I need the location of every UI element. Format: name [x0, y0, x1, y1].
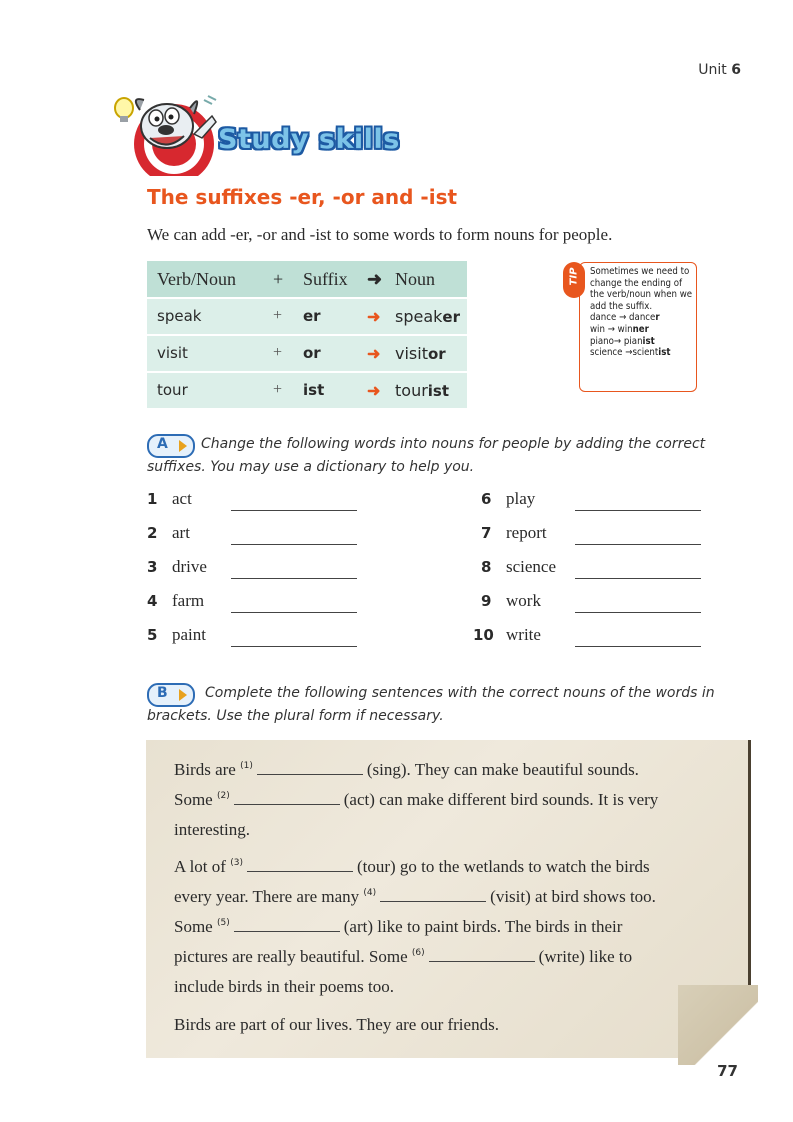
item-number: 2 — [147, 524, 158, 542]
answer-blank[interactable] — [231, 612, 357, 613]
exercise-a-instruction-line2: suffixes. You may use a dictionary to help you. — [147, 459, 475, 475]
tip-label: TIP — [568, 267, 580, 286]
item-number: 4 — [147, 592, 158, 610]
item-number: 6 — [481, 490, 492, 508]
unit-number: 6 — [731, 62, 741, 78]
dog-mascot-icon — [112, 86, 224, 176]
table-cell-plus: + — [273, 381, 283, 398]
item-word: farm — [172, 591, 205, 610]
passage-line: include birds in their poems too. — [174, 977, 395, 996]
table-cell-base: visit — [157, 344, 188, 362]
unit-prefix: Unit — [698, 62, 727, 78]
suffix-table — [147, 261, 467, 410]
table-cell-plus: + — [273, 344, 283, 361]
item-number: 9 — [481, 592, 492, 610]
passage-blank[interactable] — [234, 790, 340, 805]
unit-label — [698, 62, 741, 78]
item-word: act — [172, 489, 192, 508]
item-word: art — [172, 523, 190, 542]
item-number: 7 — [481, 524, 492, 542]
table-row — [147, 299, 467, 336]
table-cell-noun — [395, 307, 460, 326]
passage-line: Birds are $^{(1)}$ (sing). They can make beautiful sounds. — [174, 760, 639, 779]
exercise-b-instruction-line2: brackets. Use the plural form if necessary. — [147, 708, 444, 724]
item-word: write — [506, 625, 541, 644]
table-row — [147, 336, 467, 373]
table-cell-arrow: ➜ — [367, 383, 381, 400]
noun-root: tour — [395, 381, 428, 400]
exercise-b-instruction-line1: Complete the following sentences with the correct nouns of the words in — [205, 685, 715, 701]
page-curl-icon — [678, 985, 758, 1065]
item-word: report — [506, 523, 547, 542]
table-header-verb-noun: Verb/Noun — [157, 269, 236, 289]
blank-number: (6) — [411, 948, 425, 959]
table-cell-arrow: ➜ — [367, 309, 381, 326]
answer-blank[interactable] — [231, 646, 357, 647]
noun-suffix: or — [427, 345, 446, 363]
tip-badge — [563, 262, 585, 298]
tip-line: change the ending of — [590, 277, 683, 289]
intro-text: We can add -er, -or and -ist to some words to form nouns for people. — [147, 225, 613, 244]
answer-blank[interactable] — [575, 544, 701, 545]
table-header-plus: + — [273, 269, 284, 289]
table-cell-suffix: er — [303, 307, 321, 325]
table-cell-base: tour — [157, 381, 188, 399]
table-header-row — [147, 261, 467, 299]
passage-line: pictures are really beautiful. Some $^{(6)}$ (write) like to — [174, 947, 633, 966]
item-word: drive — [172, 557, 207, 576]
tip-box — [579, 262, 697, 392]
badge-letter: A — [157, 436, 168, 452]
blank-number: (3) — [230, 858, 243, 869]
banner-title: Study skills — [218, 124, 400, 155]
tip-line: add the suffix. — [590, 300, 653, 312]
passage-line: Birds are part of our lives. They are our friends. — [174, 1015, 499, 1034]
section-heading: The suffixes -er, -or and -ist — [147, 185, 458, 209]
table-header-suffix: Suffix — [303, 269, 348, 289]
item-number: 3 — [147, 558, 158, 576]
table-cell-noun — [395, 344, 446, 363]
item-number: 5 — [147, 626, 158, 644]
answer-blank[interactable] — [575, 646, 701, 647]
table-cell-arrow: ➜ — [367, 346, 381, 363]
tip-example: win → winner — [590, 323, 649, 335]
exercise-a-instruction-line1: Change the following words into nouns for people by adding the correct — [201, 436, 706, 452]
passage-line: A lot of $^{(3)}$ (tour) go to the wetlands to watch the birds — [174, 857, 650, 876]
play-triangle-icon — [179, 689, 187, 701]
passage-line: every year. There are many $^{(4)}$ (visit) at bird shows too. — [174, 887, 656, 906]
tip-line: the verb/noun when we — [590, 289, 693, 301]
blank-number: (5) — [216, 918, 230, 929]
table-header-noun: Noun — [395, 269, 435, 289]
blank-number: (1) — [240, 761, 253, 772]
table-cell-suffix: or — [303, 344, 321, 362]
noun-suffix: ist — [427, 382, 450, 400]
tip-text — [590, 266, 694, 359]
answer-blank[interactable] — [231, 544, 357, 545]
blank-number: (2) — [216, 791, 230, 802]
tip-example: science →scientist — [590, 347, 671, 359]
table-header-arrow: ➜ — [367, 269, 383, 289]
table-row — [147, 373, 467, 410]
table-cell-noun — [395, 381, 449, 400]
page-number: 77 — [717, 1062, 738, 1080]
tip-example: piano→ pianist — [590, 335, 655, 347]
tip-line: Sometimes we need to — [590, 266, 690, 277]
noun-root: visit — [395, 344, 428, 363]
badge-letter: B — [157, 685, 168, 701]
item-word: science — [506, 557, 557, 576]
item-number: 1 — [147, 490, 158, 508]
noun-root: speak — [395, 307, 443, 326]
answer-blank[interactable] — [575, 510, 701, 511]
table-cell-plus: + — [273, 307, 283, 324]
passage-line: Some $^{(2)}$ (act) can make different bird sounds. It is very — [174, 790, 659, 809]
item-number: 10 — [473, 626, 494, 644]
answer-blank[interactable] — [575, 578, 701, 579]
passage-blank[interactable] — [247, 857, 353, 872]
blank-number: (4) — [363, 888, 377, 899]
noun-suffix: er — [442, 308, 460, 326]
item-word: work — [506, 591, 541, 610]
table-cell-base: speak — [157, 307, 202, 325]
play-triangle-icon — [179, 440, 187, 452]
answer-blank[interactable] — [575, 612, 701, 613]
answer-blank[interactable] — [231, 510, 357, 511]
answer-blank[interactable] — [231, 578, 357, 579]
passage-blank[interactable] — [234, 917, 340, 932]
passage-line: Some $^{(5)}$ (art) like to paint birds. The birds in their — [174, 917, 623, 936]
item-word: paint — [172, 625, 206, 644]
passage-blank[interactable] — [380, 887, 486, 902]
item-word: play — [506, 489, 536, 508]
item-number: 8 — [481, 558, 492, 576]
tip-example: dance → dancer — [590, 312, 660, 324]
passage-blank[interactable] — [257, 760, 363, 775]
passage-line: interesting. — [174, 820, 251, 839]
table-cell-suffix: ist — [303, 381, 325, 399]
passage-blank[interactable] — [429, 947, 535, 962]
